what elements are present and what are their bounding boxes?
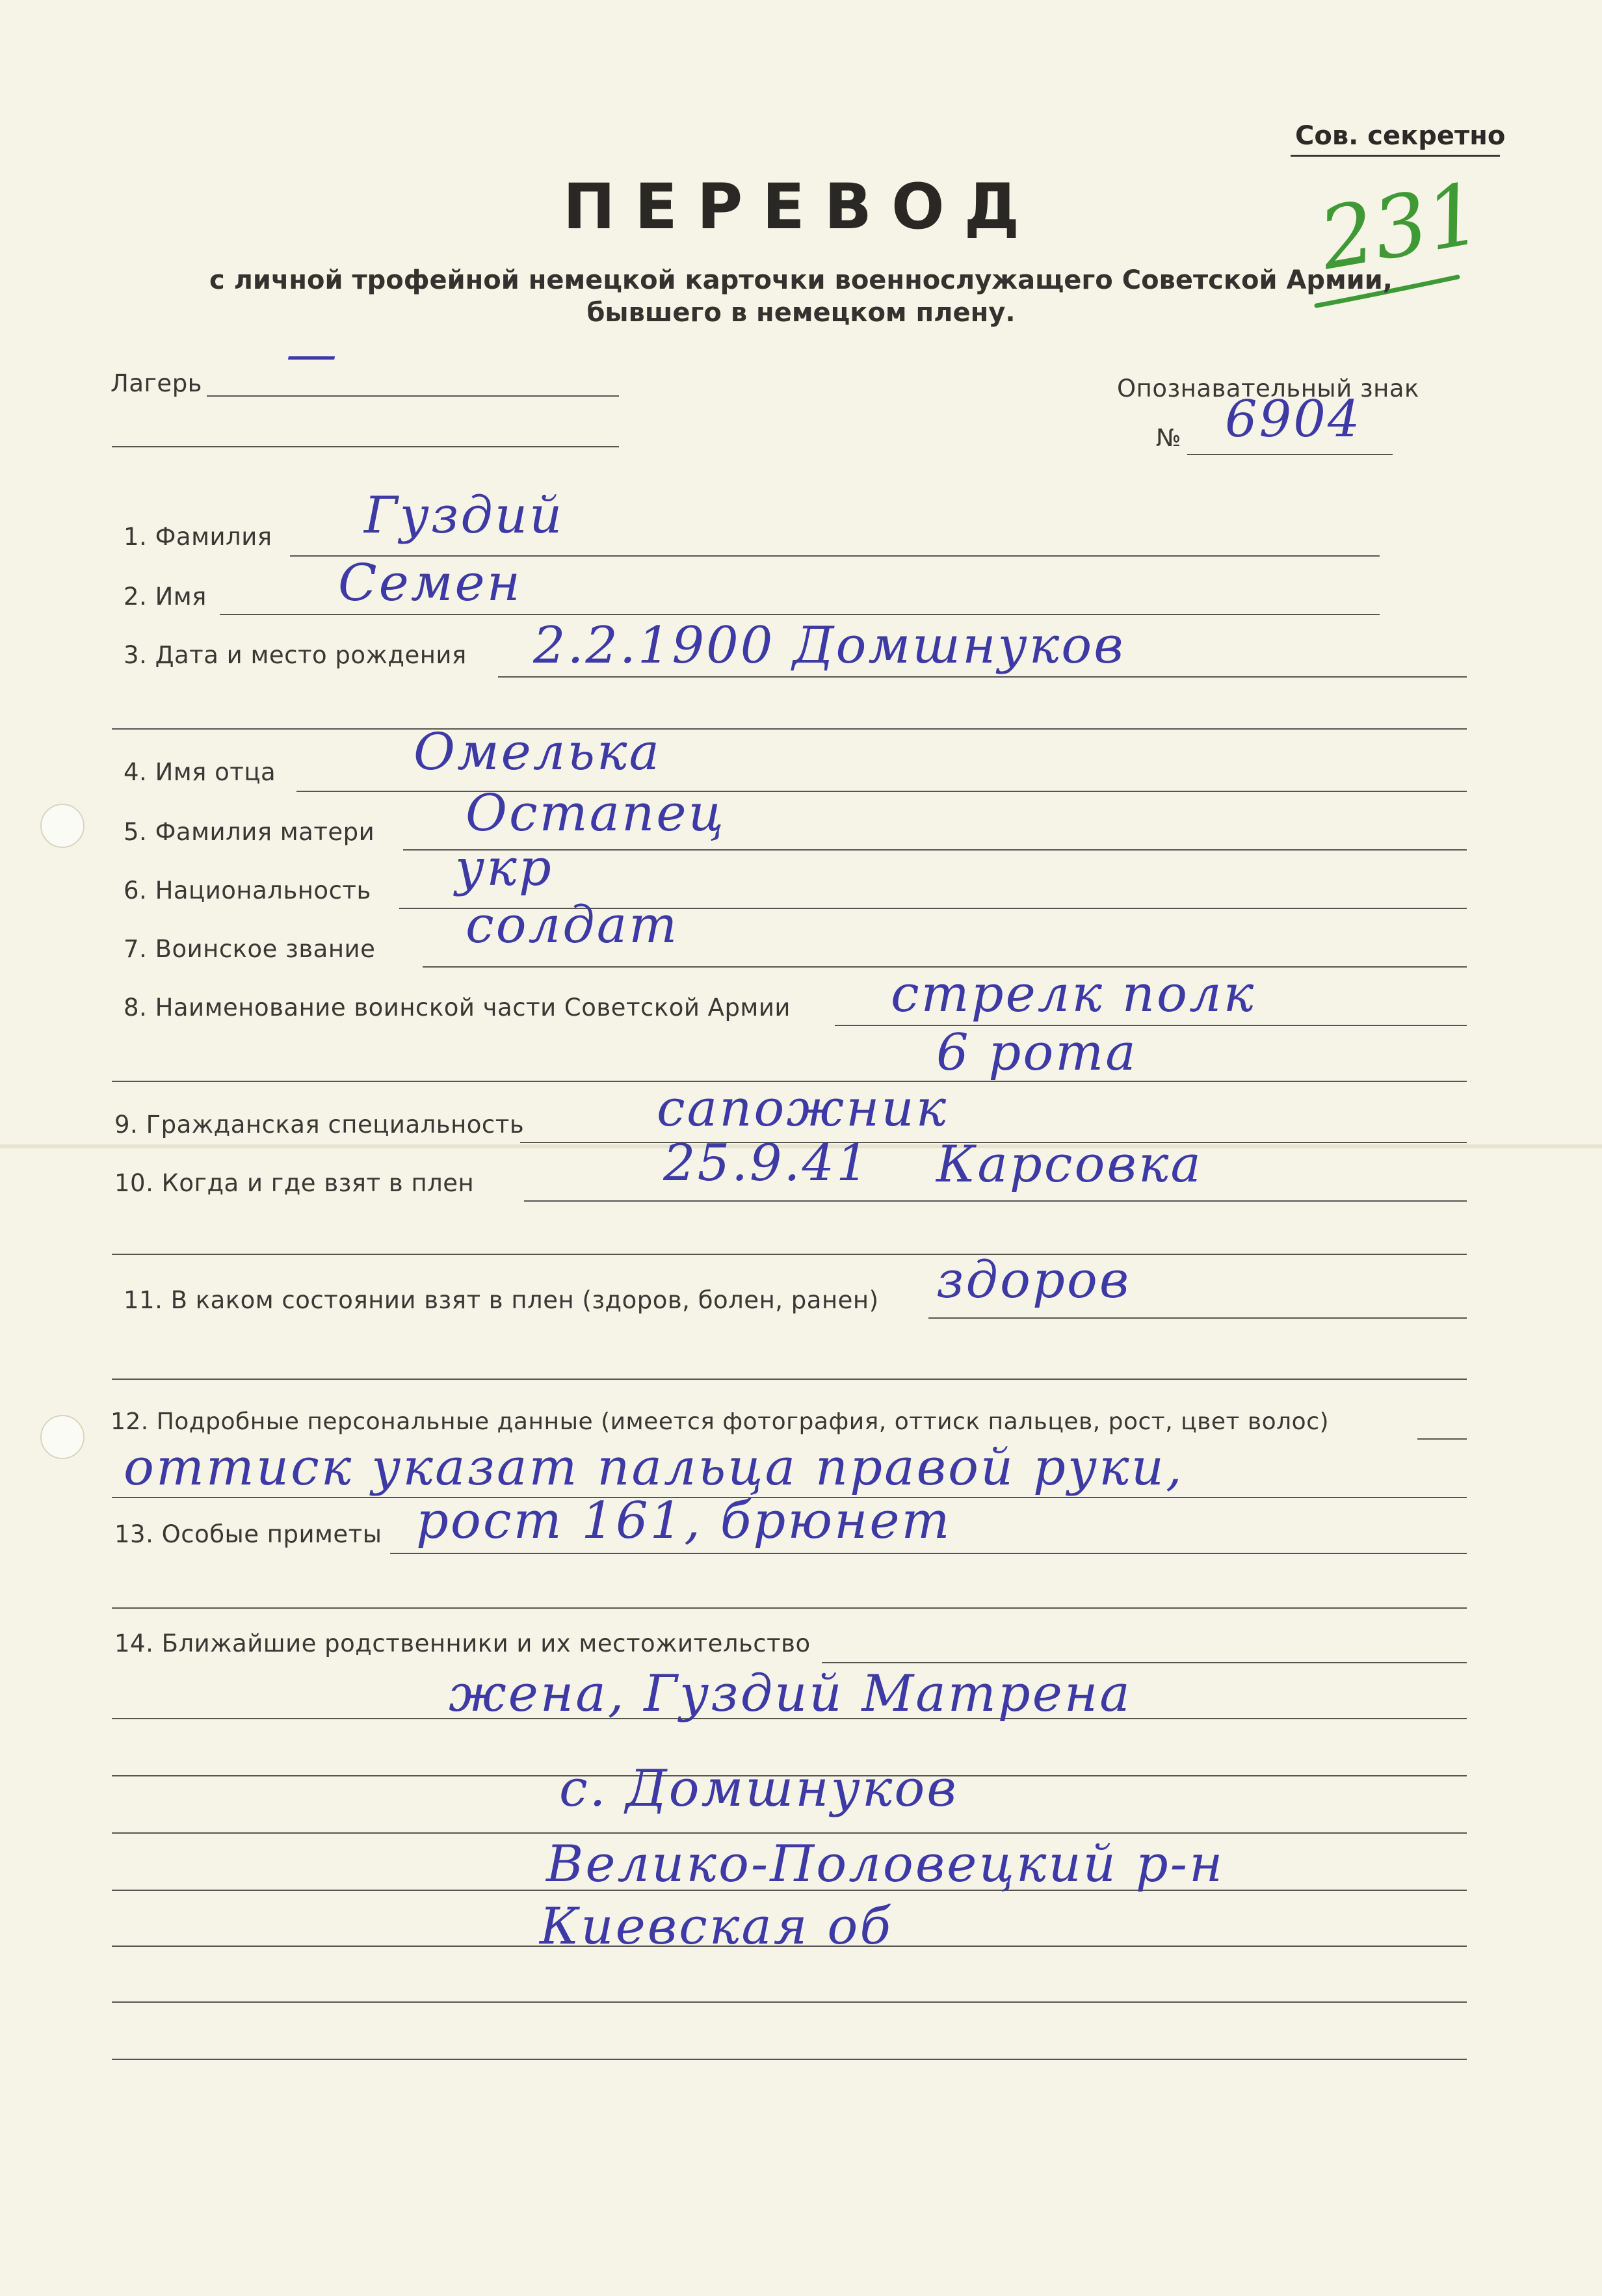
field-3-label: 3. Дата и место рождения <box>124 641 467 669</box>
field-1-value: Гуздий <box>364 486 564 545</box>
field-12-value: оттиск указат пальца правой руки, <box>124 1438 1184 1497</box>
camp-line <box>207 395 619 397</box>
tag-number-label: № <box>1156 424 1181 452</box>
punch-hole <box>40 804 85 848</box>
field-14-value-line3: Велико-Половецкий р-н <box>546 1835 1225 1894</box>
field-9-label: 9. Гражданская специальность <box>114 1111 525 1139</box>
field-12-line <box>1417 1438 1467 1440</box>
document-subtitle-line1: с личной трофейной немецкой карточки военнослужащего Советской Армии, <box>209 265 1393 295</box>
field-9-value: сапожник <box>657 1079 949 1138</box>
field-14-value-line1: жена, Гуздий Матрена <box>449 1665 1132 1723</box>
field-2-line <box>220 614 1380 615</box>
field-4-value: Омелька <box>414 723 661 782</box>
field-14-line-8 <box>112 2059 1467 2060</box>
field-10-value-date: 25.9.41 <box>663 1134 871 1193</box>
classification-underline <box>1291 155 1500 157</box>
field-1-label: 1. Фамилия <box>124 523 272 551</box>
field-14-value-line4: Киевская об <box>540 1897 893 1956</box>
field-5-line <box>403 849 1467 851</box>
field-4-label: 4. Имя отца <box>124 758 276 786</box>
field-11-value: здоров <box>936 1251 1131 1310</box>
field-8-label: 8. Наименование воинской части Советской Армии <box>124 994 791 1022</box>
field-13-value: рост 161, брюнет <box>416 1492 952 1550</box>
field-11-line-2 <box>112 1379 1467 1380</box>
field-6-value: укр <box>455 839 553 897</box>
field-13-line-2 <box>112 1607 1467 1609</box>
field-5-label: 5. Фамилия матери <box>124 818 375 846</box>
field-12-label: 12. Подробные персональные данные (имеется фотография, оттиск пальцев, рост, цвет волос) <box>111 1408 1330 1435</box>
document-title: ПЕРЕВОД <box>562 170 1040 243</box>
field-14-line <box>822 1662 1467 1663</box>
field-2-label: 2. Имя <box>124 583 207 611</box>
field-13-line <box>390 1553 1467 1554</box>
field-10-value-place: Карсовка <box>936 1135 1203 1194</box>
field-3-value: 2.2.1900 Домшнуков <box>533 616 1125 675</box>
field-8-value-2: 6 рота <box>936 1023 1138 1082</box>
field-10-line <box>524 1200 1467 1202</box>
field-14-value-line2: с. Домшнуков <box>559 1760 958 1818</box>
field-14-label: 14. Ближайшие родственники и их местожительство <box>114 1630 811 1657</box>
field-11-label: 11. В каком состоянии взят в плен (здоров, болен, ранен) <box>124 1286 879 1314</box>
handwritten-stamp-number: 231 <box>1312 163 1489 289</box>
field-8-line <box>835 1025 1467 1026</box>
field-11-line <box>928 1317 1467 1319</box>
field-10-line-2 <box>112 1254 1467 1255</box>
field-5-value: Остапец <box>466 784 726 843</box>
field-6-label: 6. Национальность <box>124 877 371 904</box>
field-13-label: 13. Особые приметы <box>114 1520 382 1548</box>
field-14-line-7 <box>112 2001 1467 2003</box>
camp-label: Лагерь <box>111 369 202 397</box>
camp-line-2 <box>112 446 619 447</box>
camp-value: — <box>286 325 339 384</box>
field-3-line <box>498 676 1467 678</box>
field-2-value: Семен <box>338 554 523 613</box>
field-7-label: 7. Воинское звание <box>124 935 376 963</box>
tag-label: Опознавательный знак <box>1117 375 1419 402</box>
field-3-line-2 <box>112 728 1467 730</box>
field-10-label: 10. Когда и где взят в плен <box>114 1169 475 1197</box>
tag-number-line <box>1187 454 1393 455</box>
document-subtitle-line2: бывшего в немецком плену. <box>586 298 1016 328</box>
field-7-value: солдат <box>466 896 679 955</box>
classification-mark: Сов. секретно <box>1295 121 1506 151</box>
field-14-line-4 <box>112 1832 1467 1834</box>
field-8-value: стрелк полк <box>891 965 1256 1023</box>
punch-hole <box>40 1415 85 1459</box>
tag-number-value: 6904 <box>1225 390 1362 449</box>
